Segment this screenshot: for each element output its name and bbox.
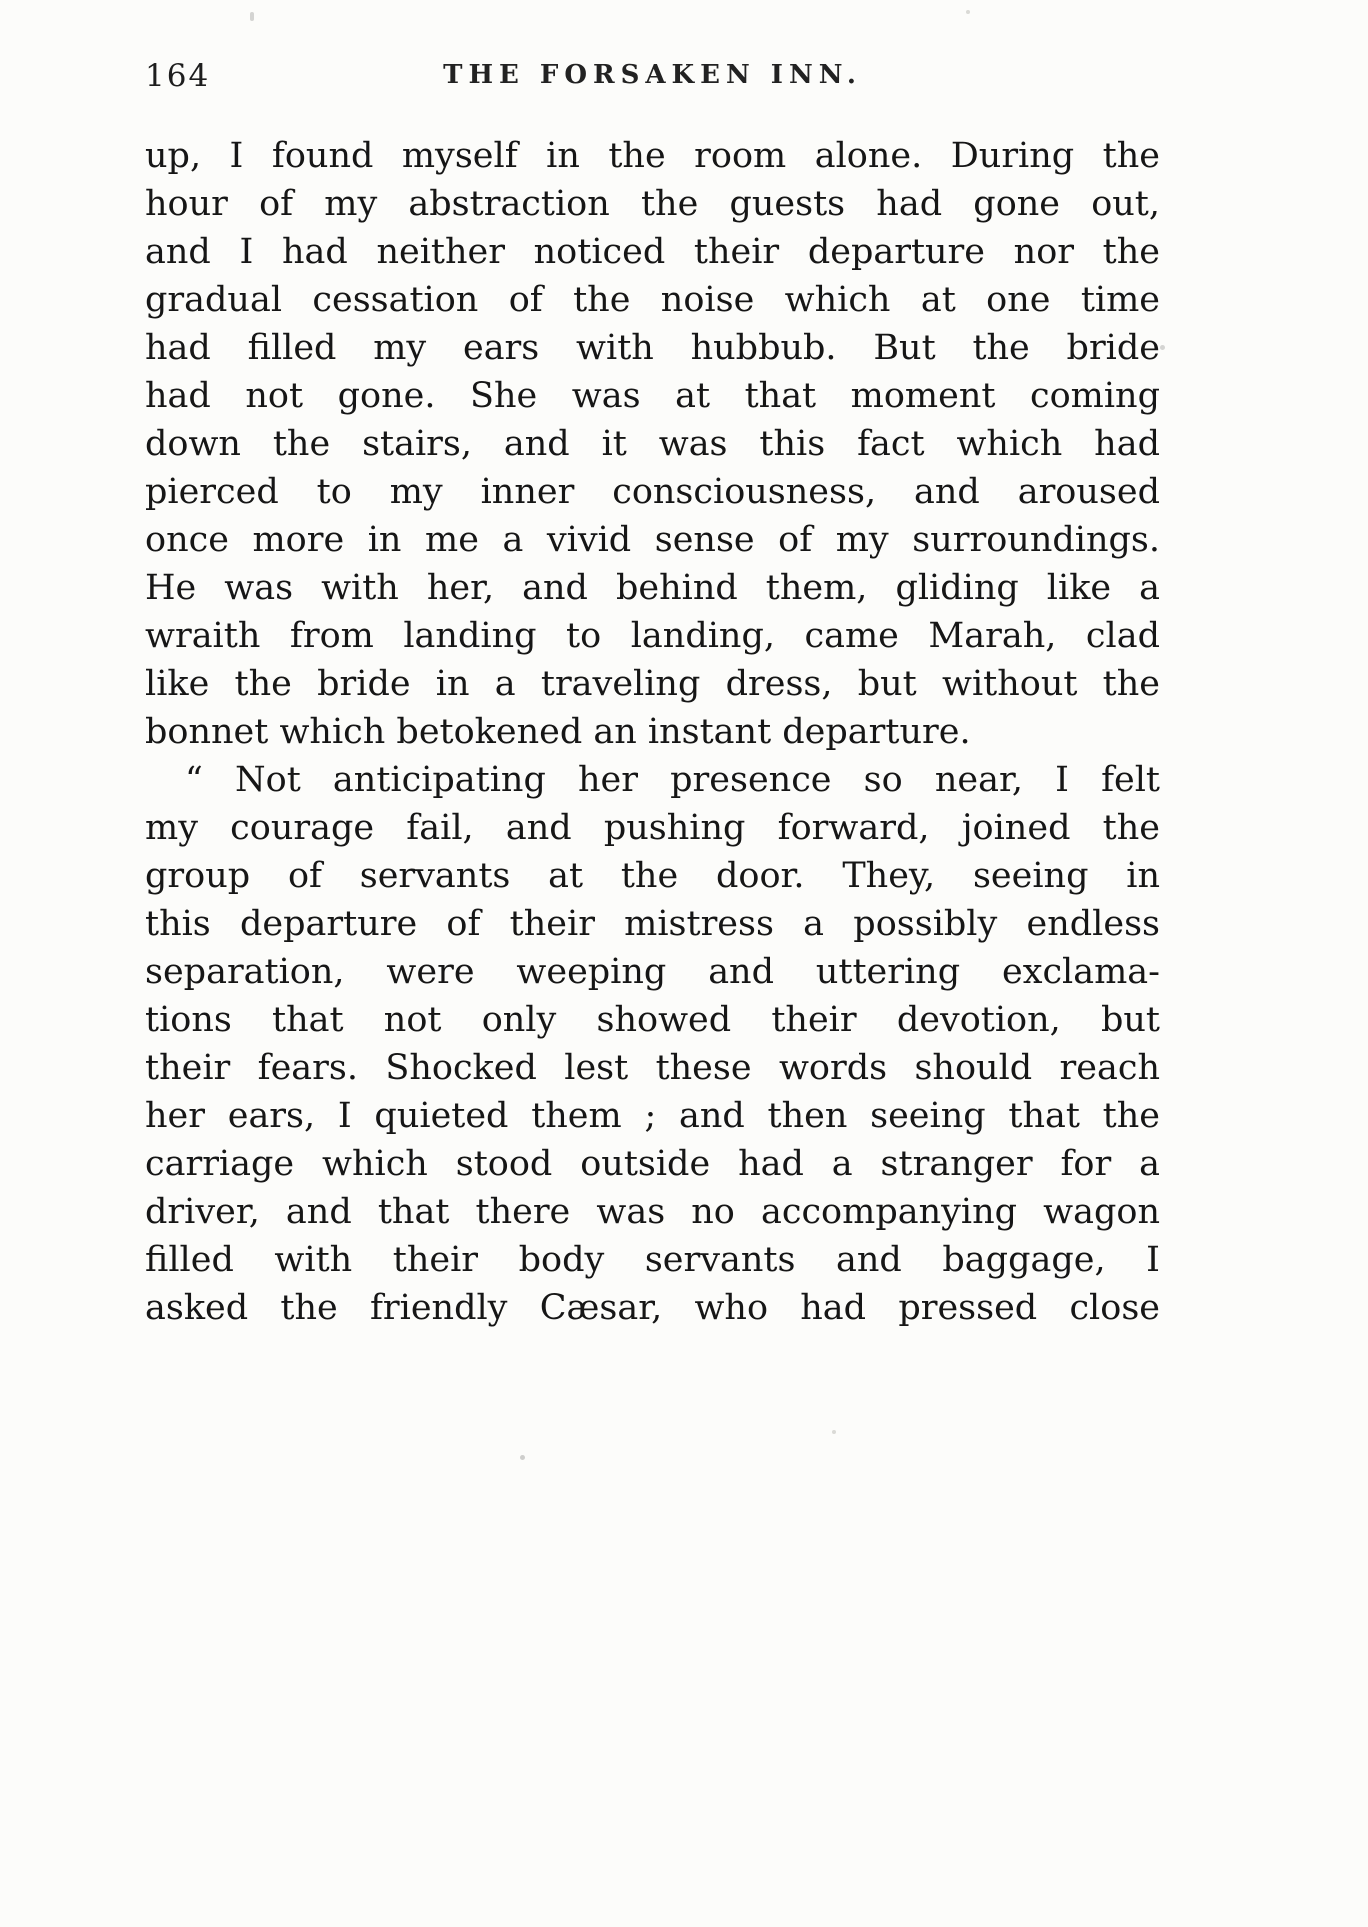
paragraph <box>145 132 1160 756</box>
text-line: my courage fail, and pushing forward, joined the <box>145 808 1160 848</box>
page-header <box>145 56 1160 96</box>
running-title: THE FORSAKEN INN. <box>443 60 862 90</box>
text-line: filled with their body servants and baggage, I <box>145 1240 1160 1280</box>
scan-speck <box>250 12 254 21</box>
text-line: wraith from landing to landing, came Marah, clad <box>145 616 1160 656</box>
text-line: her ears, I quieted them ; and then seeing that the <box>145 1096 1160 1136</box>
page-body <box>145 132 1160 1332</box>
paragraph <box>145 756 1160 1332</box>
text-line: group of servants at the door. They, seeing in <box>145 856 1160 896</box>
scan-speck <box>1160 345 1165 350</box>
text-line: had filled my ears with hubbub. But the bride <box>145 328 1160 368</box>
page-number: 164 <box>145 58 211 94</box>
text-line: once more in me a vivid sense of my surroundings. <box>145 520 1160 560</box>
text-line: had not gone. She was at that moment coming <box>145 376 1160 416</box>
text-line: hour of my abstraction the guests had gone out, <box>145 184 1160 224</box>
text-line: carriage which stood outside had a stranger for a <box>145 1144 1160 1184</box>
text-line: their fears. Shocked lest these words should reach <box>145 1048 1160 1088</box>
text-line: down the stairs, and it was this fact which had <box>145 424 1160 464</box>
text-line: pierced to my inner consciousness, and aroused <box>145 472 1160 512</box>
text-line: and I had neither noticed their departure nor the <box>145 232 1160 272</box>
text-line: asked the friendly Cæsar, who had pressed close <box>145 1288 1160 1328</box>
text-line: like the bride in a traveling dress, but without the <box>145 664 1160 704</box>
text-line: gradual cessation of the noise which at one time <box>145 280 1160 320</box>
text-line: tions that not only showed their devotion, but <box>145 1000 1160 1040</box>
text-line: separation, were weeping and uttering exclama- <box>145 952 1160 992</box>
text-line: bonnet which betokened an instant departure. <box>145 712 971 752</box>
text-line: driver, and that there was no accompanying wagon <box>145 1192 1160 1232</box>
scan-speck <box>520 1455 525 1460</box>
scan-speck <box>966 10 970 14</box>
text-line: this departure of their mistress a possibly endless <box>145 904 1160 944</box>
text-line: up, I found myself in the room alone. During the <box>145 136 1160 176</box>
text-line: He was with her, and behind them, gliding like a <box>145 568 1160 608</box>
scan-speck <box>832 1430 836 1434</box>
text-line: “ Not anticipating her presence so near, I felt <box>185 760 1160 800</box>
